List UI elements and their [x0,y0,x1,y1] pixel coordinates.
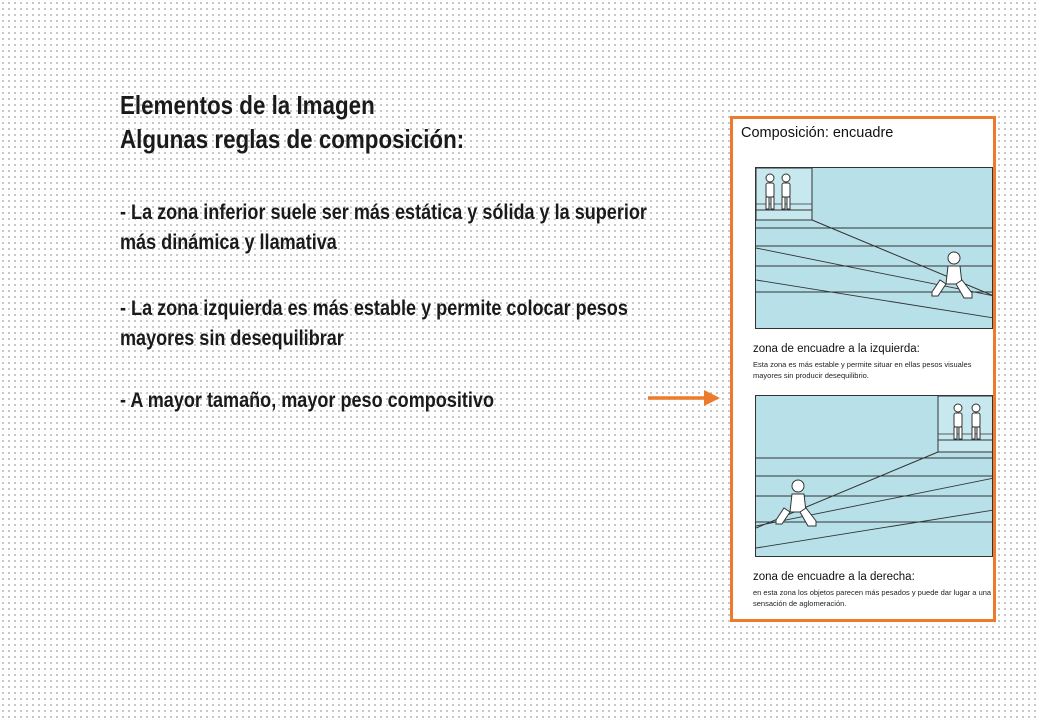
rule-left-zone: - La zona izquierda es más estable y permite colocar pesos mayores sin desequilibrar [120,297,628,350]
arrow-right-icon [648,388,722,408]
rule-vertical-zones: - La zona inferior suele ser más estática y sólida y la superior más dinámica y llamativa [120,201,647,254]
slide-subtitle: Algunas reglas de composición: [120,124,465,154]
slide-text-block [120,88,680,416]
panel-left-framing [755,167,993,329]
figure-title: Composición: encuadre [741,125,894,141]
rule-size-weight: - A mayor tamaño, mayor peso compositivo [120,389,495,412]
caption-body-right: en esta zona los objetos parecen más pesados y puede dar lugar a una sensación de aglomeración. [753,588,992,608]
caption-body-left: Esta zona es más estable y permite situar en ellas pesos visuales mayores sin producir desequilibrio. [753,360,972,380]
slide-title: Elementos de la Imagen [120,90,375,120]
panel-right-framing [755,395,993,557]
composition-figure [730,116,996,622]
caption-title-right: zona de encuadre a la derecha: [753,571,915,583]
caption-title-left: zona de encuadre a la izquierda: [753,343,920,355]
